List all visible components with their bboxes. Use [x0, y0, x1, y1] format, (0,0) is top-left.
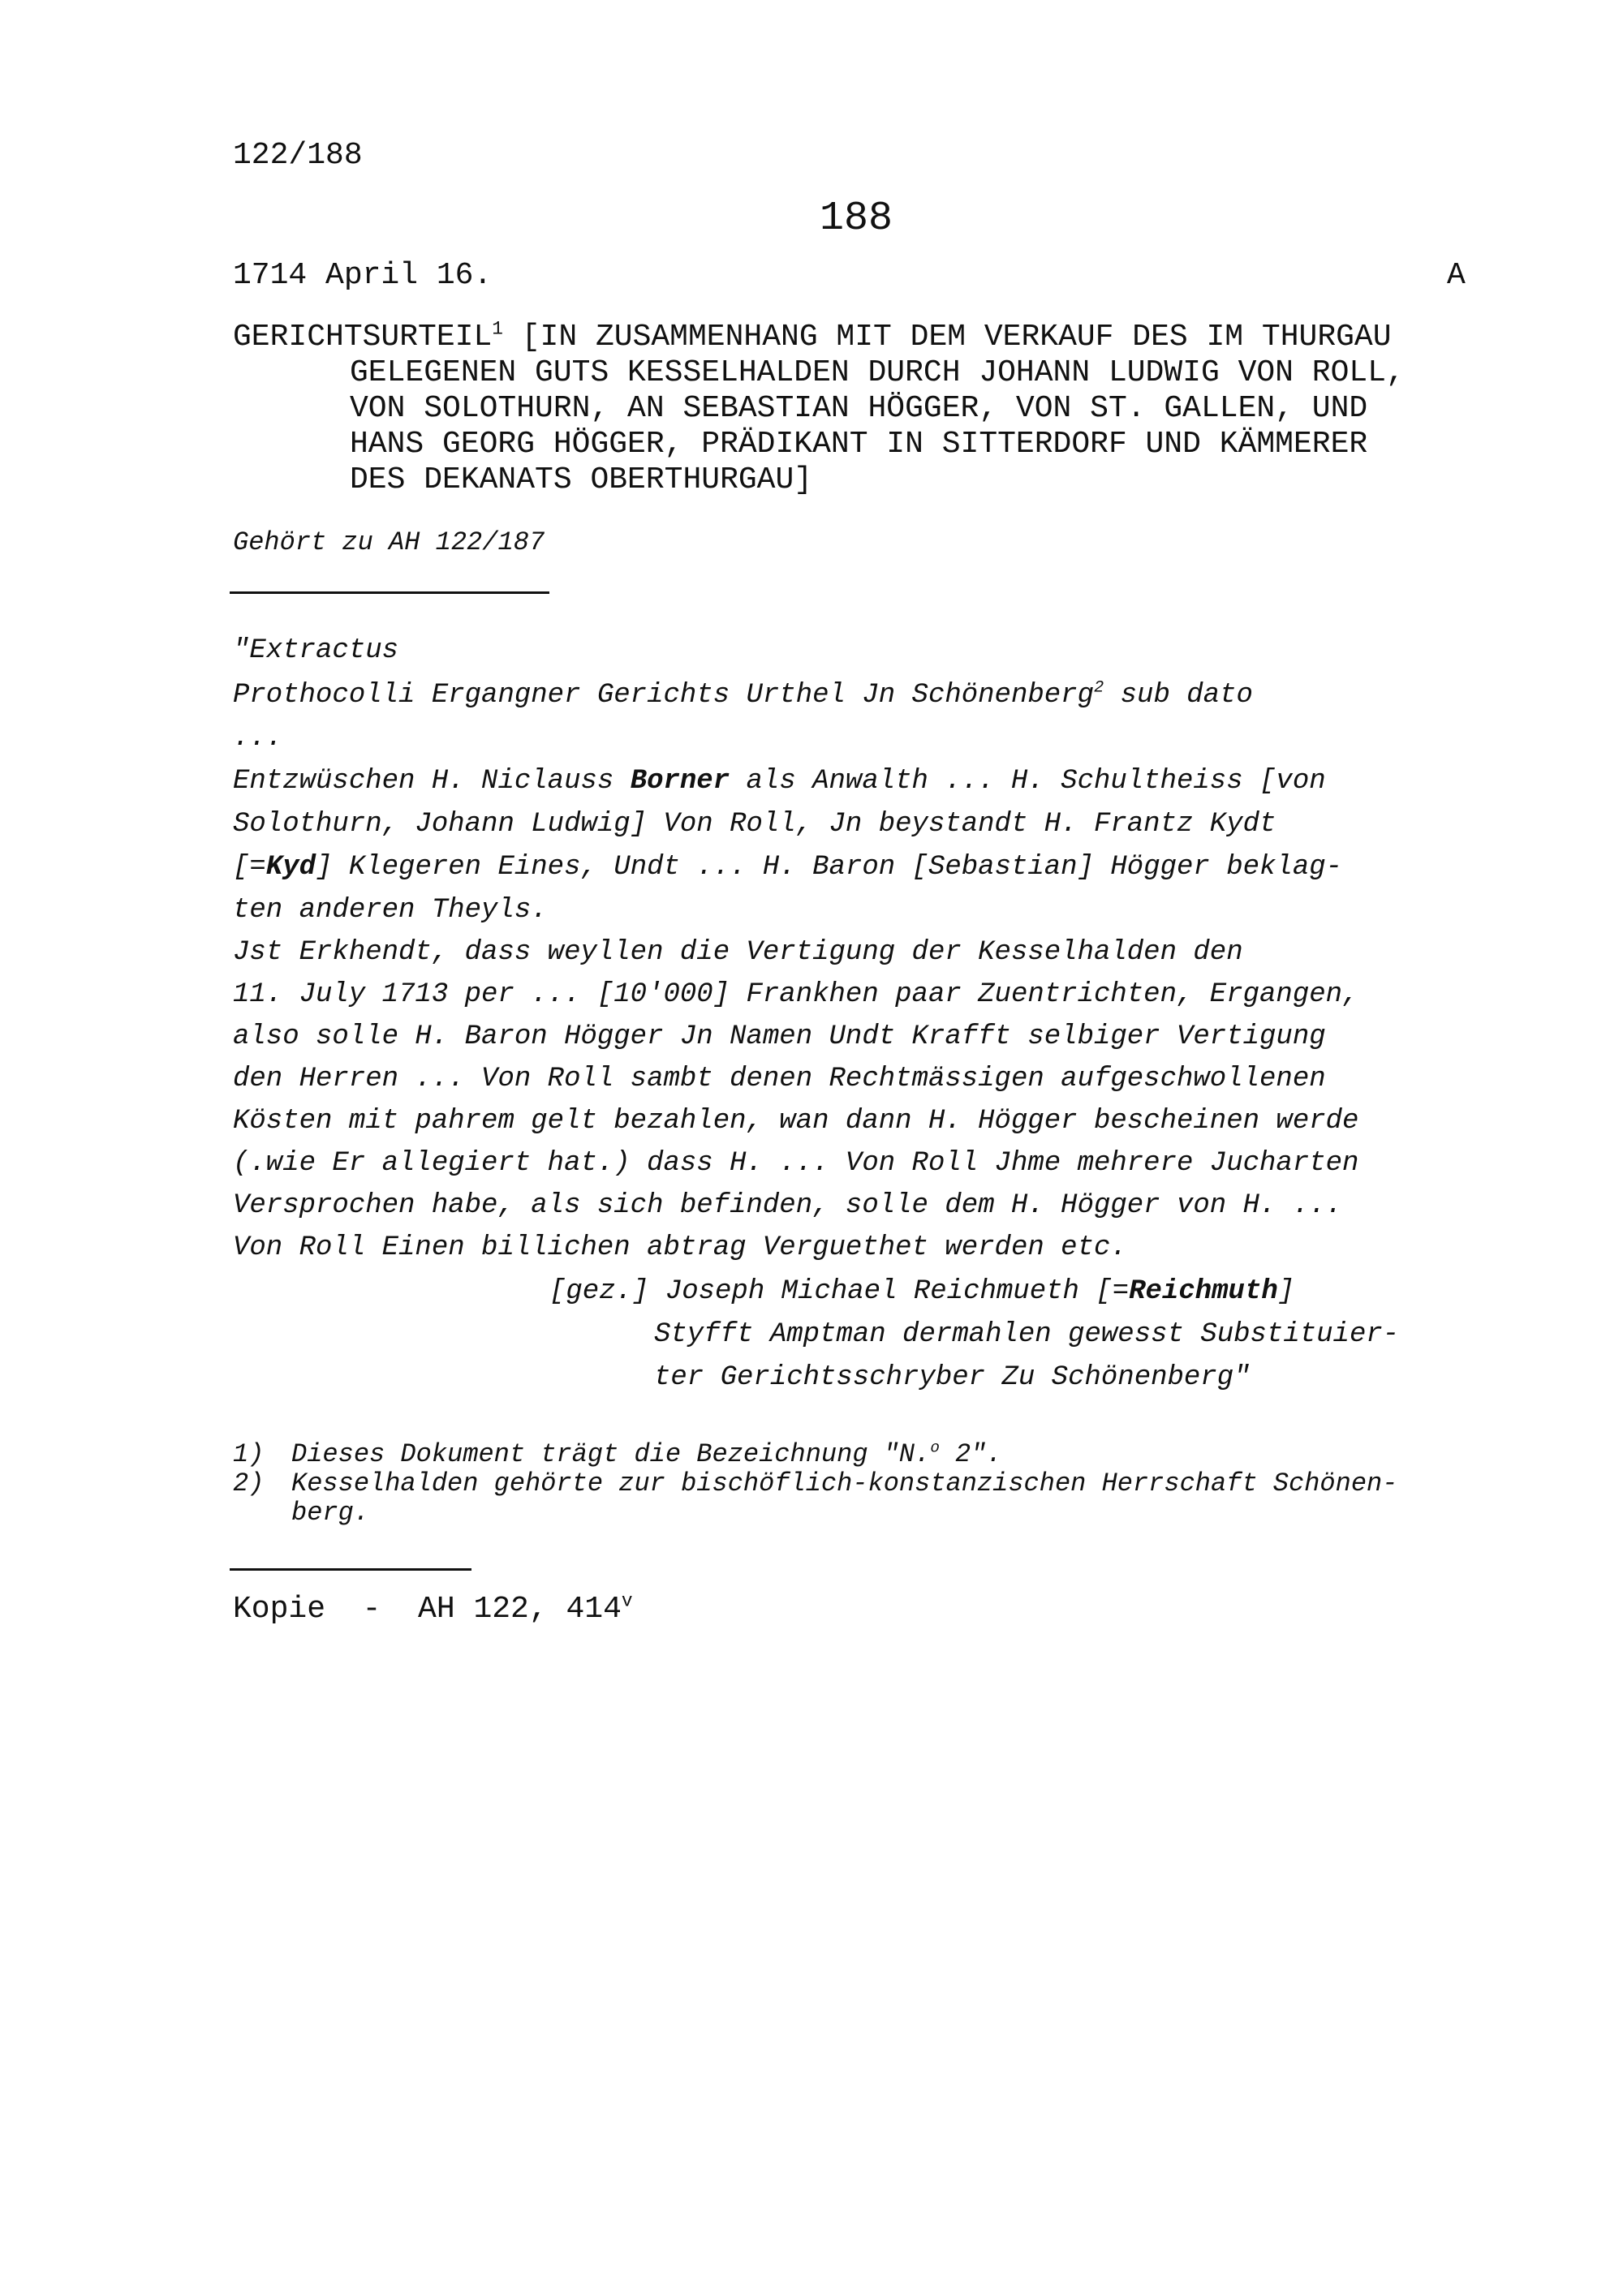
title-word: GERICHTSURTEIL: [233, 320, 493, 355]
name-emphasis: Kyd: [265, 852, 316, 883]
page-reference: 122/188: [233, 138, 363, 173]
body-line: Von Roll Einen billichen abtrag Verguethet werden etc.: [233, 1232, 1127, 1263]
footnote-text: berg.: [291, 1498, 370, 1528]
title-rest: [IN ZUSAMMENHANG MIT DEM VERKAUF DES IM THURGAU: [502, 320, 1392, 355]
source-reference: Kopie - AH 122, 414$^v$: [233, 1590, 633, 1627]
signature-line: ter Gerichtsschryber Zu Schönenberg": [654, 1362, 1251, 1393]
footnote-text: Kesselhalden gehörte zur bischöflich-konstanzischen Herrschaft Schönen-: [291, 1468, 1398, 1498]
body-line: den Herren ... Von Roll sambt denen Rechtmässigen aufgeschwollenen: [233, 1064, 1326, 1094]
body-line: Versprochen habe, als sich befinden, solle dem H. Högger von H. ...: [233, 1190, 1343, 1221]
body-line: Solothurn, Johann Ludwig] Von Roll, Jn beystandt H. Frantz Kydt: [233, 809, 1276, 840]
title-footnote-ref: 1: [492, 318, 503, 340]
name-emphasis: Borner: [630, 766, 730, 797]
document-number: 188: [820, 196, 893, 242]
body-line: (.wie Er allegiert hat.) dass H. ... Von Roll Jhme mehrere Jucharten: [233, 1148, 1359, 1179]
body-line: "Extractus: [233, 635, 399, 666]
body-line: ten anderen Theyls.: [233, 895, 548, 926]
title-line-5: DES DEKANATS OBERTHURGAU]: [350, 462, 813, 497]
related-note: Gehört zu AH 122/187: [233, 527, 545, 557]
title-line-2: GELEGENEN GUTS KESSELHALDEN DURCH JOHANN LUDWIG VON ROLL,: [350, 355, 1405, 390]
footnote-number: 1): [233, 1439, 265, 1469]
signature-line: [gez.] Joseph Michael Reichmueth [=Reichmuth]: [549, 1276, 1295, 1307]
footnote-text: Dieses Dokument trägt die Bezeichnung "N.$^o$ 2".: [291, 1438, 1002, 1469]
document-date: 1714 April 16.: [233, 258, 493, 293]
body-line: also solle H. Baron Högger Jn Namen Undt Krafft selbiger Vertigung: [233, 1021, 1326, 1052]
body-line: Entzwüschen H. Niclauss Borner als Anwalth ... H. Schultheiss [von: [233, 766, 1326, 797]
body-line: [=Kyd] Klegeren Eines, Undt ... H. Baron [Sebastian] Högger beklag-: [233, 852, 1343, 883]
title-line-3: VON SOLOTHURN, AN SEBASTIAN HÖGGER, VON ST. GALLEN, UND: [350, 391, 1368, 426]
body-line: ...: [233, 723, 283, 754]
version-marker: A: [1447, 258, 1466, 293]
body-line: Kösten mit pahrem gelt bezahlen, wan dann H. Högger bescheinen werde: [233, 1106, 1359, 1137]
title-line-4: HANS GEORG HÖGGER, PRÄDIKANT IN SITTERDORF UND KÄMMERER: [350, 427, 1368, 462]
footnote-ref-2: 2: [1093, 678, 1104, 698]
body-line: Prothocolli Ergangner Gerichts Urthel Jn Schönenberg$^2$ sub dato: [233, 678, 1253, 711]
source-divider: [230, 1568, 471, 1571]
title-line-1: [233, 320, 1392, 355]
body-line: 11. July 1713 per ... [10'000] Frankhen paar Zuentrichten, Ergangen,: [233, 979, 1359, 1010]
name-emphasis: Reichmuth: [1129, 1276, 1278, 1307]
signature-line: Styfft Amptman dermahlen gewesst Substituier-: [654, 1319, 1400, 1350]
body-line: Jst Erkhendt, dass weyllen die Vertigung der Kesselhalden den: [233, 937, 1243, 968]
section-divider: [230, 591, 549, 594]
footnote-number: 2): [233, 1468, 265, 1498]
